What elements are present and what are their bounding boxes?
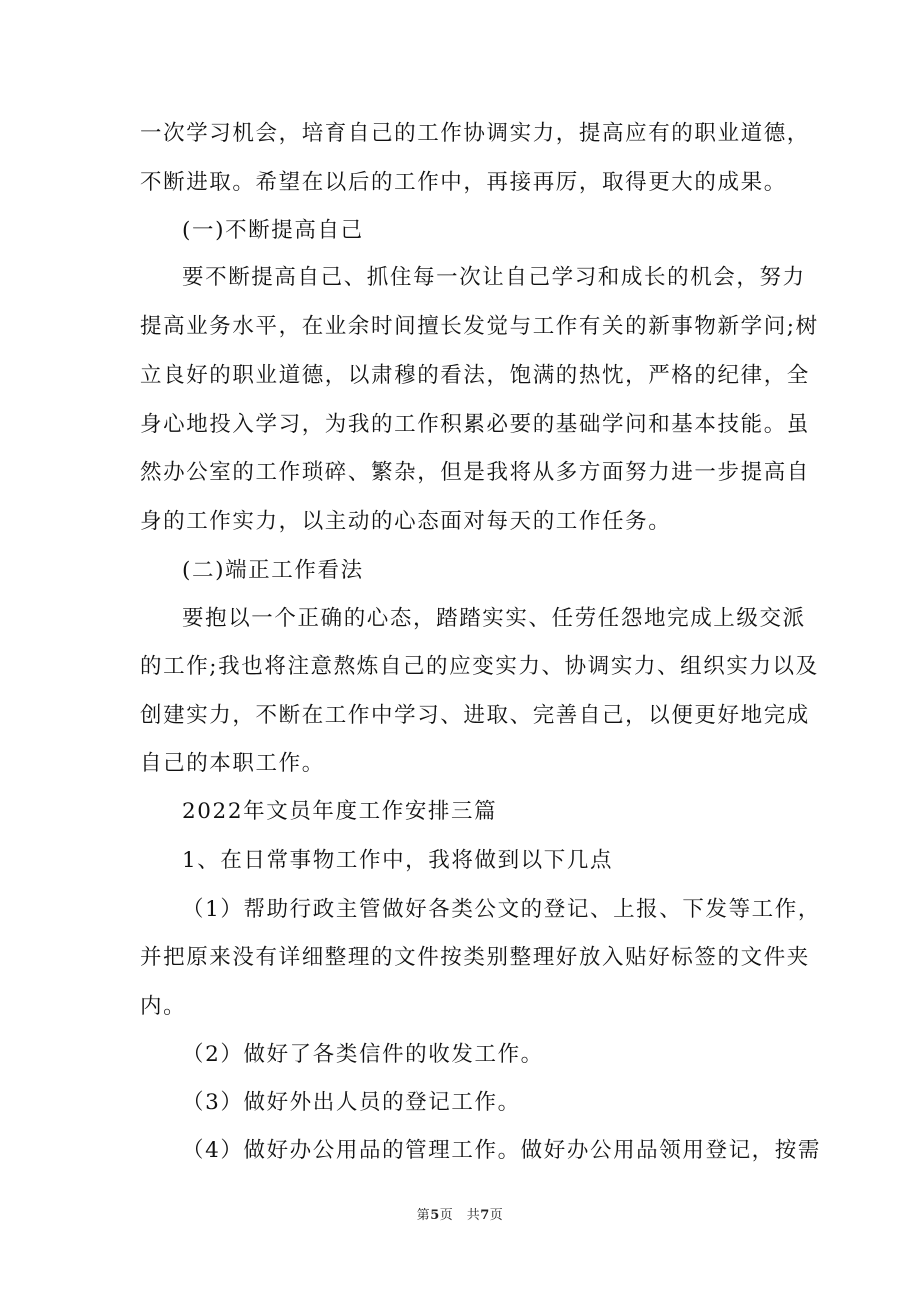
total-page-number: 7 <box>480 1208 490 1223</box>
list-item: （2）做好了各类信件的收发工作。 <box>182 1042 544 1067</box>
paragraph-line: 要抱以一个正确的心态，踏踏实实、任劳任怨地完成上级交派 <box>182 606 806 631</box>
list-heading: 1、在日常事物工作中，我将做到以下几点 <box>182 848 614 873</box>
current-page-number: 5 <box>430 1208 440 1223</box>
list-item: （3）做好外出人员的登记工作。 <box>182 1090 521 1115</box>
paragraph-line: 然办公室的工作琐碎、繁杂，但是我将从多方面努力进一步提高自 <box>140 460 810 485</box>
section-heading: (一)不断提高自己 <box>182 218 364 243</box>
paragraph-line: 创建实力，不断在工作中学习、进取、完善自己，以便更好地完成 <box>140 703 810 728</box>
paragraph-line: 提高业务水平，在业余时间擅长发觉与工作有关的新事物新学问;树 <box>140 314 819 339</box>
footer-suffix: 页 <box>489 1208 504 1223</box>
paragraph-line: 立良好的职业道德，以肃穆的看法，饱满的热忱，严格的纪律，全 <box>140 363 810 388</box>
paragraph-line: 并把原来没有详细整理的文件按类别整理好放入贴好标签的文件夹 <box>140 945 810 970</box>
section-title: 2022年文员年度工作安排三篇 <box>182 799 498 824</box>
paragraph-line: 一次学习机会，培育自己的工作协调实力，提高应有的职业道德， <box>140 121 810 146</box>
paragraph-line: 自己的本职工作。 <box>140 751 325 776</box>
list-item: （1）帮助行政主管做好各类公文的登记、上报、下发等工作， <box>182 897 821 922</box>
paragraph-line: 的工作;我也将注意熬炼自己的应变实力、协调实力、组织实力以及 <box>140 654 819 679</box>
section-heading: (二)端正工作看法 <box>182 558 364 583</box>
footer-prefix: 第 <box>416 1208 431 1223</box>
paragraph-line: 不断进取。希望在以后的工作中，再接再厉，取得更大的成果。 <box>140 170 787 195</box>
footer-mid: 页 共 <box>439 1208 481 1223</box>
paragraph-line: 身的工作实力，以主动的心态面对每天的工作任务。 <box>140 509 672 534</box>
list-item: （4）做好办公用品的管理工作。做好办公用品领用登记，按需 <box>182 1138 821 1163</box>
paragraph-line: 要不断提高自己、抓住每一次让自己学习和成长的机会，努力 <box>182 265 806 290</box>
page-footer <box>0 1204 920 1223</box>
paragraph-line: 内。 <box>140 994 187 1019</box>
paragraph-line: 身心地投入学习，为我的工作积累必要的基础学问和基本技能。虽 <box>140 412 810 437</box>
